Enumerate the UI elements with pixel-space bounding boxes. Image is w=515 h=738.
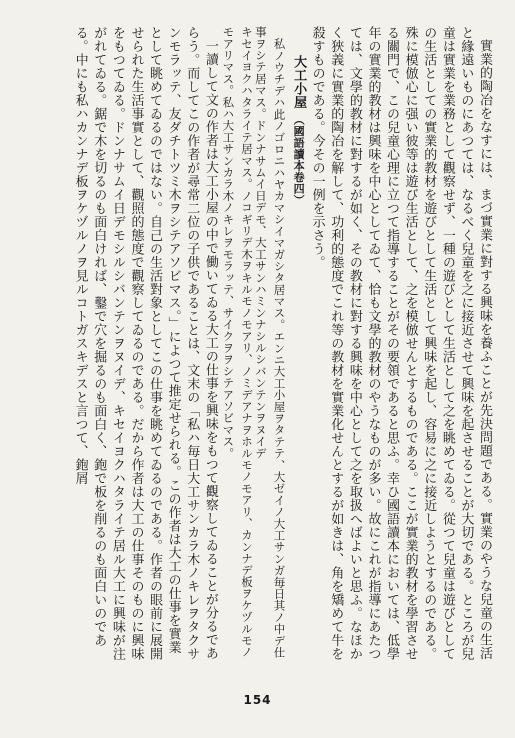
example-source: （國語讀本卷四） bbox=[292, 113, 306, 206]
example-heading bbox=[288, 26, 307, 666]
example-quote-part-1: 私ノウチデハ此ノゴロニハヤカマシイマガシタ居マス。エンニ大工小屋ヲタテテ、大ゼイノ大工サンガ毎日其ノ中デ仕事ヲシテ居マス。ドンナサムイ日デモ、大工サンハミンナシルシバンテンヲヌイデ bbox=[253, 26, 287, 658]
body-paragraph: 實業的陶冶をなすには、まづ實業に對する興味を養ふことが先決問題である。實業のやうな兒童の生活と緣遠いものにあつては、なるべく兒童を之に接近させて興味を起させることが大切である。ところが兒童は實業を業務として觀察せず、一種の遊びとして生活として之を眺めてゐる。從つて兒童は遊びとしての生活としての實業的教材を遊びとして生活として興味を起し、容易に之に接近しようとするのである。殊に模倣心に强い彼等は遊び生活として、之を模倣せんとするものである。ここが實業的教材を學習させる關門で、この兒童心理に立つて指導することがその要領であると思ふ。幸ひ國語讀本においては、低學年の實業的教材は興味を中心としてゐて、恰も文學的教材のやうなものが多い。故にこれが指導にあたつては、文學的教材に對するが如く、その教材に對する興味を中心として之を取扱へばよいと思ふ。なほかく狹義に實業的陶冶を解して、功利的態度でこれ等の教材を實業化せんとするが如きは、角を矯めて牛を殺すものである。今その一例を示さう。 bbox=[309, 26, 492, 661]
left-text-block bbox=[20, 26, 256, 666]
body-paragraph-2: 一讀して文の作者は大工小屋の中で働いてゐる大工の仕事を興味をもつて觀察してゐることが分るであらう。而してこの作者が尋常二位の子供であることは、文末の「私ハ毎日大工サンカラ木ノキレヲタクサンモラッテ、友ダチトツミ木ヲシテアソビマス。」によつて推定せられる。この作者は大工の仕事を實業として眺めてゐるのではない。自己の生活對象としてこの仕事を眺めてゐるのである。作者の眼前に展開せられた生活事實として、觀照的態度で觀察してゐるのである。だから作者は大工の仕事そのものに興味をもつてゐる。ドンナサムイ日デモシルシバンテンヲヌイデ、キセイヨクハタライテ居ル大工に興味が注がれてゐる。鋸で木を切るのも面白ければ、鑿で穴を掘るのも面白く、鉋で板を削るのも面白いのである。中にも私ハカンナデ板ヲケヅルノヲ見ルコトガスキデスと言つて、鉋屑 bbox=[72, 26, 218, 661]
example-title: 大工小屋 bbox=[291, 54, 307, 109]
right-text-block bbox=[253, 26, 493, 666]
page-number: 154 bbox=[243, 693, 272, 707]
example-quote-part-2: キセイヨクハタライテ居マス。ノコギリデ木ヲキルモノモアリ、ノミデアナヲホルモノモアリ、カンナデ板ヲケヅルモノモアリマス。私ハ大工サンカラ木ノキレヲモラッテ、サイクヲヲシテアソビマス。 bbox=[221, 26, 254, 658]
